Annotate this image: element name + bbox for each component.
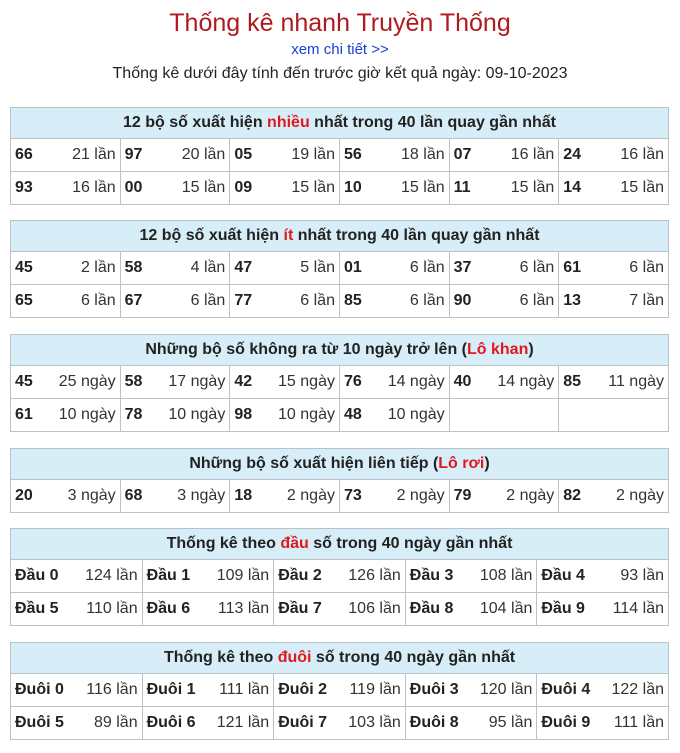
stat-number: Đuôi 2: [278, 681, 328, 698]
stat-cell: [339, 480, 449, 513]
lo-khan-table: [10, 334, 669, 432]
stat-number: 07: [453, 146, 472, 163]
table-row: [11, 674, 669, 707]
stat-cell: [339, 172, 449, 205]
stat-number: Đuôi 0: [15, 681, 64, 698]
stat-count: 122 lần: [611, 681, 664, 698]
stat-cell: [339, 399, 449, 432]
stat-cell: [449, 139, 559, 172]
stat-count: 16 lần: [510, 146, 555, 163]
stat-cell: [120, 399, 230, 432]
stat-count: 93 lần: [620, 567, 664, 584]
section-title-text: Những bộ số không ra từ 10 ngày trở lên (: [145, 341, 467, 358]
stat-count: 110 lần: [86, 600, 138, 617]
stat-number: 11: [453, 179, 471, 196]
stat-count: 15 lần: [401, 179, 445, 196]
table-row: [11, 707, 669, 740]
stat-number: 37: [453, 259, 472, 276]
stat-number: 76: [343, 373, 362, 390]
stat-cell: [449, 285, 559, 318]
stat-cell: [537, 674, 669, 707]
stat-cell: [559, 252, 669, 285]
stat-count: 108 lần: [479, 567, 533, 584]
stat-count: 3 ngày: [67, 487, 116, 504]
stat-count: 111 lần: [219, 681, 270, 698]
stat-count: 25 ngày: [58, 373, 116, 390]
stat-count: 119 lần: [349, 681, 401, 698]
table-row: [11, 285, 669, 318]
stat-number: Đuôi 1: [146, 681, 196, 698]
stat-count: 18 lần: [401, 146, 445, 163]
stat-number: Đuôi 3: [409, 681, 459, 698]
stat-count: 120 lần: [479, 681, 533, 698]
date-info: Thống kê dưới đây tính đến trước giờ kết quả ngày: 09-10-2023: [112, 65, 568, 82]
stat-count: 116 lần: [86, 681, 138, 698]
stat-cell: [120, 285, 230, 318]
stat-number: 40: [453, 373, 472, 390]
stat-cell: [537, 593, 669, 626]
stat-number: 48: [343, 406, 362, 423]
section-title-highlight: đầu: [280, 535, 309, 552]
lo-roi-table: [10, 448, 669, 513]
stat-count: 6 lần: [519, 292, 555, 309]
stat-cell: [339, 139, 449, 172]
stat-count: 6 lần: [629, 259, 664, 276]
section-title-highlight: nhiều: [267, 114, 310, 131]
stat-count: 106 lần: [348, 600, 401, 617]
stat-cell: [559, 366, 669, 399]
stat-count: 2 lần: [80, 259, 116, 276]
stat-number: 10: [343, 179, 362, 196]
stat-count: 124 lần: [85, 567, 138, 584]
stat-cell: [120, 172, 230, 205]
stat-number: 13: [563, 292, 582, 309]
stat-count: 15 lần: [620, 179, 664, 196]
stat-count: 121 lần: [216, 714, 270, 731]
stat-cell: [120, 366, 230, 399]
stat-cell: [142, 560, 274, 593]
section-title-text: 12 bộ số xuất hiện: [123, 114, 268, 131]
table-row: [11, 560, 669, 593]
stat-cell: [405, 707, 537, 740]
stat-number: Đuôi 8: [409, 714, 459, 731]
stat-number: 65: [15, 292, 33, 309]
stat-cell: [537, 707, 669, 740]
stat-number: 82: [563, 487, 582, 504]
view-details-link[interactable]: xem chi tiết >>: [291, 41, 389, 58]
stat-cell: [11, 252, 121, 285]
empty-cell: [449, 399, 559, 432]
stat-cell: [405, 560, 537, 593]
stat-cell: [11, 366, 121, 399]
stat-number: Đuôi 7: [278, 714, 328, 731]
stat-count: 6 lần: [519, 259, 555, 276]
stat-number: 09: [234, 179, 253, 196]
stat-number: 18: [234, 487, 253, 504]
stat-number: 61: [563, 259, 582, 276]
stat-number: 45: [15, 373, 33, 390]
stat-cell: [142, 707, 274, 740]
stat-count: 89 lần: [94, 714, 138, 731]
stat-number: 77: [234, 292, 253, 309]
stat-cell: [559, 172, 669, 205]
stat-count: 10 ngày: [278, 406, 335, 423]
stat-cell: [449, 480, 559, 513]
stat-count: 113 lần: [217, 600, 270, 617]
section-title-text: số trong 40 ngày gần nhất: [308, 535, 513, 552]
stat-number: Đầu 9: [541, 600, 585, 617]
section-title: [11, 529, 669, 560]
stat-cell: [230, 172, 340, 205]
stat-count: 5 lần: [300, 259, 335, 276]
stat-number: Đầu 8: [409, 600, 454, 617]
stat-cell: [559, 285, 669, 318]
section-title-text: ): [484, 455, 490, 472]
stat-number: 73: [343, 487, 362, 504]
tail-digit-table: [10, 642, 669, 740]
stat-cell: [537, 560, 669, 593]
stat-number: Đầu 1: [146, 567, 191, 584]
stat-count: 16 lần: [620, 146, 664, 163]
stat-cell: [120, 139, 230, 172]
stat-cell: [339, 252, 449, 285]
page-header: [0, 0, 680, 84]
stat-number: 67: [124, 292, 143, 309]
stat-cell: [11, 560, 143, 593]
stat-number: 14: [563, 179, 582, 196]
stat-count: 16 lần: [72, 179, 116, 196]
stat-number: 66: [15, 146, 33, 163]
stat-count: 3 ngày: [177, 487, 226, 504]
stat-cell: [339, 366, 449, 399]
stat-cell: [405, 593, 537, 626]
stat-count: 14 ngày: [497, 373, 555, 390]
stat-cell: [274, 560, 406, 593]
stat-count: 2 ngày: [615, 487, 664, 504]
section-title-text: Những bộ số xuất hiện liên tiếp (: [189, 455, 439, 472]
stat-number: Đầu 0: [15, 567, 59, 584]
section-title-text: Thống kê theo: [163, 649, 278, 666]
stat-number: 98: [234, 406, 253, 423]
stat-cell: [11, 285, 121, 318]
stat-cell: [274, 674, 406, 707]
stat-cell: [142, 593, 274, 626]
stat-cell: [120, 252, 230, 285]
stat-cell: [559, 139, 669, 172]
stat-number: Đầu 5: [15, 600, 59, 617]
least-frequent-table: [10, 220, 669, 318]
stat-number: 79: [453, 487, 472, 504]
stat-count: 7 lần: [629, 292, 664, 309]
stat-count: 19 lần: [291, 146, 335, 163]
stat-number: 85: [343, 292, 362, 309]
stat-count: 15 lần: [510, 179, 555, 196]
section-title-text: nhất trong 40 lần quay gần nhất: [309, 114, 556, 131]
section-title-highlight: ít: [283, 227, 294, 244]
stat-cell: [449, 252, 559, 285]
stat-cell: [449, 172, 559, 205]
stat-count: 126 lần: [348, 567, 401, 584]
stat-cell: [11, 172, 121, 205]
stat-number: 00: [124, 179, 143, 196]
table-row: [11, 252, 669, 285]
stat-count: 10 ngày: [168, 406, 226, 423]
section-title-highlight: đuôi: [277, 649, 312, 666]
stat-number: 68: [124, 487, 143, 504]
stat-count: 21 lần: [72, 146, 116, 163]
stat-cell: [142, 674, 274, 707]
stat-cell: [405, 674, 537, 707]
section-title-highlight: Lô rơi: [438, 455, 485, 472]
stat-count: 20 lần: [181, 146, 226, 163]
stat-count: 6 lần: [300, 292, 335, 309]
stat-count: 15 ngày: [278, 373, 335, 390]
stat-cell: [230, 480, 340, 513]
stat-number: Đuôi 6: [146, 714, 196, 731]
most-frequent-table: [10, 107, 669, 205]
stat-count: 95 lần: [488, 714, 533, 731]
page-title: Thống kê nhanh Truyền Thống: [169, 9, 511, 37]
stat-number: 47: [234, 259, 253, 276]
stat-cell: [230, 252, 340, 285]
stat-number: Đuôi 4: [541, 681, 591, 698]
stat-number: 58: [124, 259, 143, 276]
section-title-text: ): [528, 341, 534, 358]
stat-cell: [11, 674, 143, 707]
stat-cell: [339, 285, 449, 318]
stat-count: 6 lần: [409, 259, 445, 276]
stat-cell: [449, 366, 559, 399]
stat-cell: [230, 399, 340, 432]
section-title: [11, 335, 669, 366]
section-title: [11, 449, 669, 480]
stat-number: Đầu 2: [278, 567, 322, 584]
stat-cell: [559, 480, 669, 513]
stat-number: Đầu 4: [541, 567, 585, 584]
stat-count: 10 ngày: [387, 406, 445, 423]
stat-number: 78: [124, 406, 143, 423]
stat-number: 97: [124, 146, 143, 163]
stat-count: 103 lần: [348, 714, 401, 731]
stat-cell: [11, 707, 143, 740]
table-row: [11, 593, 669, 626]
stat-number: 61: [15, 406, 33, 423]
stat-count: 111 lần: [613, 714, 664, 731]
head-digit-table: [10, 528, 669, 626]
stat-count: 15 lần: [181, 179, 226, 196]
stat-number: Đầu 3: [409, 567, 454, 584]
section-title: [11, 108, 669, 139]
table-row: [11, 399, 669, 432]
stat-count: 14 ngày: [387, 373, 445, 390]
stat-count: 6 lần: [190, 292, 226, 309]
stat-count: 17 ngày: [168, 373, 226, 390]
section-title-text: nhất trong 40 lần quay gần nhất: [293, 227, 540, 244]
stat-number: 45: [15, 259, 33, 276]
stat-cell: [11, 139, 121, 172]
table-row: [11, 480, 669, 513]
stat-count: 2 ngày: [396, 487, 445, 504]
stat-cell: [274, 707, 406, 740]
stat-cell: [274, 593, 406, 626]
stat-cell: [230, 285, 340, 318]
stat-count: 4 lần: [190, 259, 226, 276]
stat-number: 24: [563, 146, 582, 163]
table-row: [11, 139, 669, 172]
stat-cell: [230, 366, 340, 399]
stat-cell: [11, 593, 143, 626]
stat-number: 01: [343, 259, 362, 276]
stat-count: 114 lần: [612, 600, 664, 617]
stat-number: 85: [563, 373, 582, 390]
stat-count: 10 ngày: [58, 406, 116, 423]
stat-count: 15 lần: [291, 179, 335, 196]
stat-number: 20: [15, 487, 33, 504]
section-title: [11, 221, 669, 252]
stat-number: Đầu 7: [278, 600, 322, 617]
table-row: [11, 366, 669, 399]
section-title-text: Thống kê theo: [166, 535, 281, 552]
stat-cell: [11, 399, 121, 432]
stat-cell: [230, 139, 340, 172]
stat-count: 6 lần: [409, 292, 445, 309]
section-title-highlight: Lô khan: [467, 341, 529, 358]
stat-count: 6 lần: [80, 292, 116, 309]
stat-number: 05: [234, 146, 253, 163]
stat-cell: [120, 480, 230, 513]
stat-count: 109 lần: [216, 567, 270, 584]
stat-count: 2 ngày: [286, 487, 335, 504]
stat-number: Đuôi 5: [15, 714, 64, 731]
stat-number: Đầu 6: [146, 600, 191, 617]
stat-number: 58: [124, 373, 143, 390]
stat-count: 2 ngày: [506, 487, 555, 504]
stat-count: 11 ngày: [608, 373, 664, 390]
stat-number: 42: [234, 373, 253, 390]
stat-number: Đuôi 9: [541, 714, 591, 731]
empty-cell: [559, 399, 669, 432]
stat-cell: [11, 480, 121, 513]
table-row: [11, 172, 669, 205]
stat-number: 93: [15, 179, 33, 196]
section-title: [11, 643, 669, 674]
stat-number: 56: [343, 146, 362, 163]
section-title-text: 12 bộ số xuất hiện: [139, 227, 284, 244]
stat-count: 104 lần: [479, 600, 533, 617]
stat-number: 90: [453, 292, 472, 309]
section-title-text: số trong 40 ngày gần nhất: [311, 649, 516, 666]
